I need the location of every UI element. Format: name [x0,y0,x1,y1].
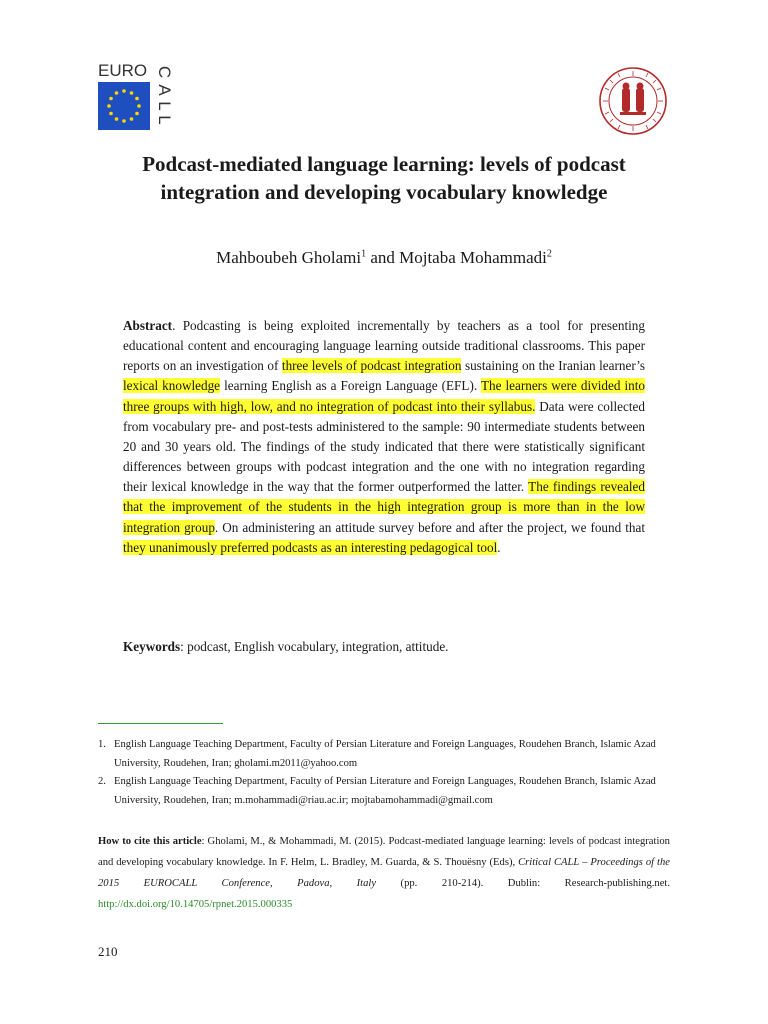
keywords-text: : podcast, English vocabulary, integration, attitude. [180,639,449,654]
highlighted-text: they unanimously preferred podcasts as an interesting pedagogical tool [123,539,498,555]
university-seal-icon [598,66,668,136]
citation-proceedings: Critical CALL – Proceedings of the 2015 EUROCALL Conference, Padova, Italy [98,857,670,889]
author-joiner: and [366,248,400,267]
footnote-marker: 1 [361,248,367,260]
abstract-text: sustaining on the Iranian learner’s [461,358,645,374]
keywords-label: Keywords [123,639,181,654]
footnote-divider [98,723,223,724]
citation-text: (pp. 210-214). Dublin: Research-publishing.net. [376,878,670,889]
abstract-text: . [497,539,501,555]
highlighted-text: lexical knowledge [123,378,221,394]
footnote-item [98,773,670,810]
eurocall-logo [98,62,178,132]
eu-stars-icon [98,82,150,130]
highlighted-text: The findings revealed that the improvement of the students in the high integration group is more than in the low integration group [123,479,645,535]
call-letter: C [155,65,174,79]
abstract [123,316,645,558]
abstract-body [123,318,645,555]
eu-flag-icon [98,82,150,130]
footnote-text: English Language Teaching Department, Faculty of Persian Literature and Foreign Languages, Roudehen Branch, Islamic Azad University, Roudehen, Iran; m.mohammadi@riau.ac.ir; mojtabamohammadi@gmail.com [114,776,656,806]
highlighted-text: The learners were divided into three groups with high, low, and no integration of podcast into their syllabus. [123,378,645,414]
paper-title: Podcast-mediated language learning: levels of podcast integration and developing vocabulary knowledge [142,152,626,204]
abstract-text: . Podcasting is being exploited incrementally by teachers as a tool for presenting educational content and encouraging language learning outside traditional classrooms. This paper reports on an investigation of [123,318,645,374]
footnote-item [98,736,670,773]
footnotes [98,736,670,810]
doi-link[interactable]: http://dx.doi.org/10.14705/rpnet.2015.000335 [98,899,293,910]
author-name: Mojtaba Mohammadi [399,248,547,267]
citation-label: How to cite this article [98,836,202,847]
abstract-text: . On administering an attitude survey before and after the project, we found that [214,519,645,535]
call-letter: L [155,115,174,125]
author-name: Mahboubeh Gholami [216,248,362,267]
citation-text: : Gholami, M., & Mohammadi, M. (2015). Podcast-mediated language learning: levels of podcast integration and developing vocabulary knowledge. In F. Helm, L. Bradley, M. Guarda, & S. Thouësny (Eds), [98,836,670,868]
abstract-label: Abstract [123,318,173,333]
footnote-text: English Language Teaching Department, Faculty of Persian Literature and Foreign Languages, Roudehen Branch, Islamic Azad University, Roudehen, Iran; gholami.m2011@yahoo.com [114,739,656,769]
authors-line [100,248,668,268]
highlighted-text: three levels of podcast integration [281,358,462,374]
footnote-number: 2. [98,776,106,787]
abstract-text: learning English as a Foreign Language (EFL). [220,378,481,394]
footnote-number: 1. [98,739,106,750]
euro-word: EURO [98,61,148,80]
abstract-text: Data were collected from vocabulary pre- and post-tests administered to the sample: 90 intermediate students between 20 and 30 years old. The findings of the study indicated that there were statistically significant differences between groups with podcast integration and the one with no integration regarding their lexical knowledge in the way that the former outperformed the latter. [123,398,645,495]
keywords [123,637,645,657]
call-letter: A [155,84,174,96]
page-number: 210 [98,944,118,959]
citation [98,831,670,915]
footnote-marker: 2 [546,248,552,260]
call-letter: L [155,101,174,111]
